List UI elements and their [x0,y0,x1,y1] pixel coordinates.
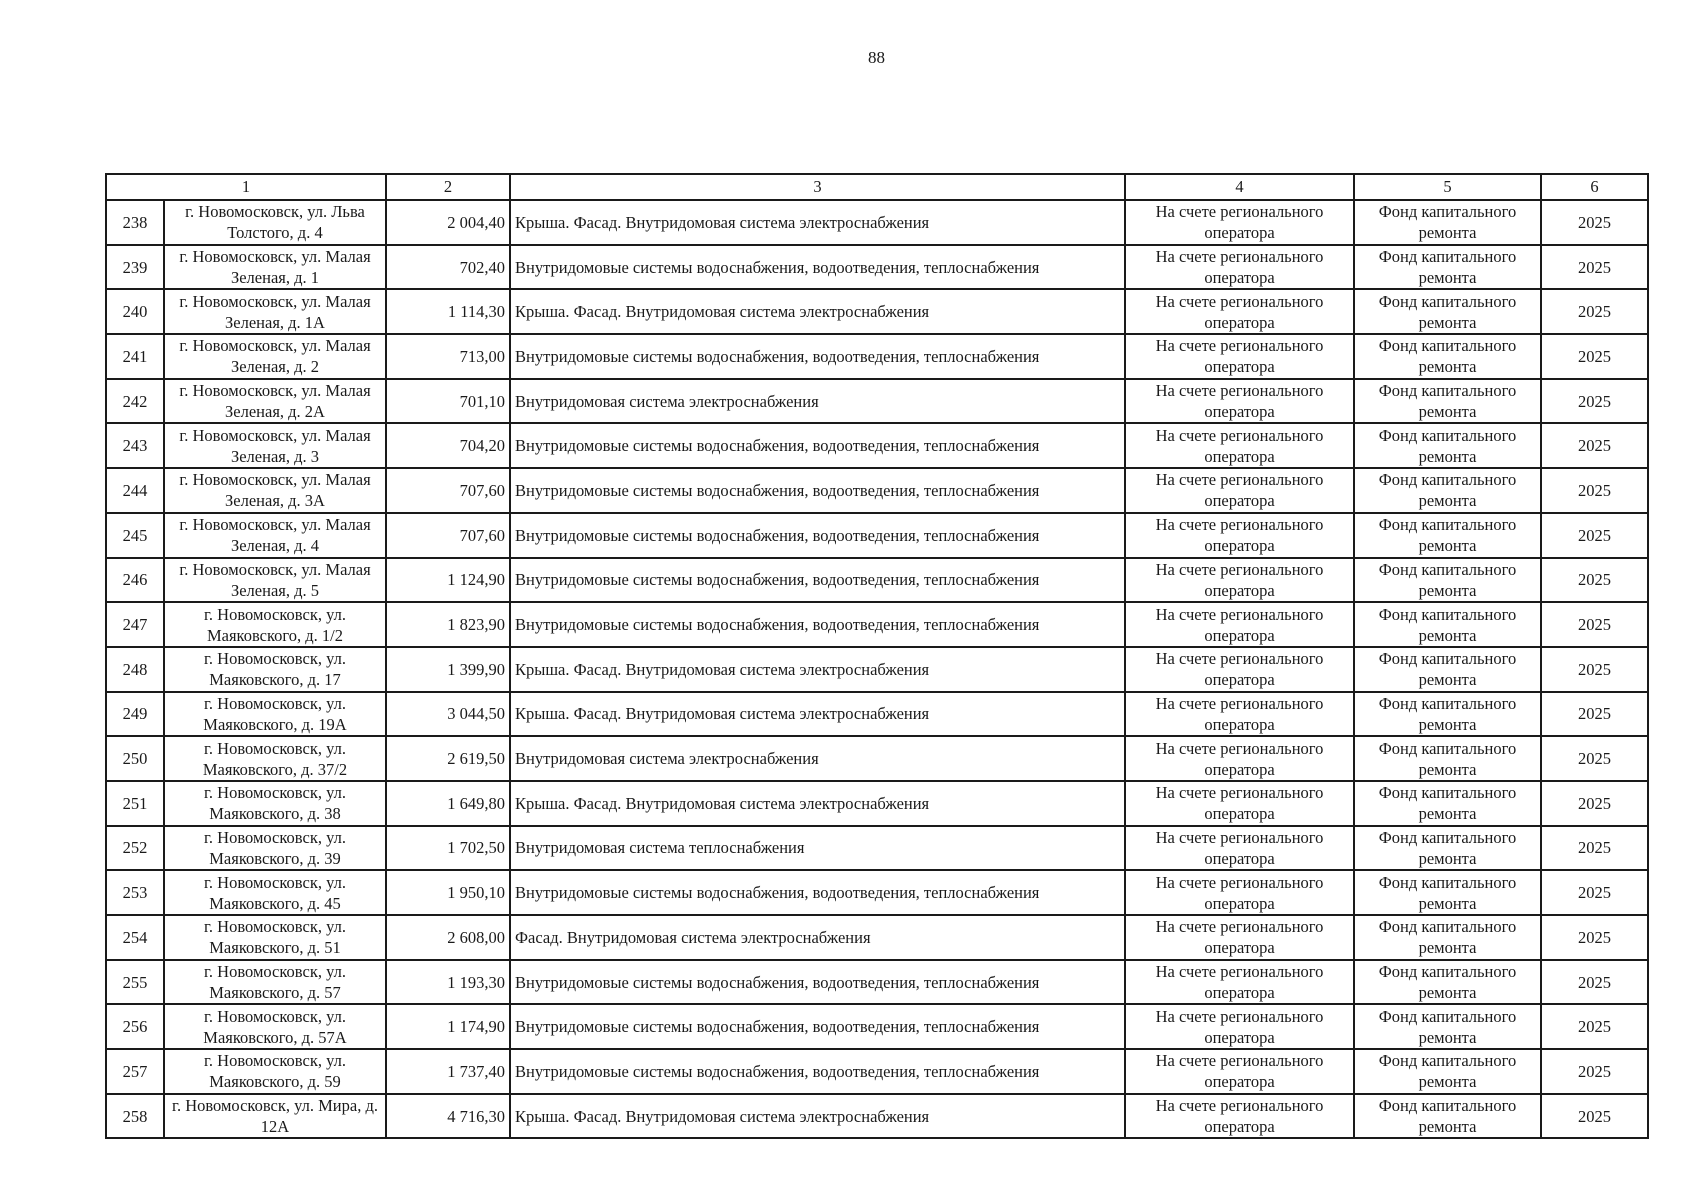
address-cell: г. Новомосковск, ул. Маяковского, д. 59 [164,1049,386,1094]
row-number: 257 [106,1049,164,1094]
works-cell: Крыша. Фасад. Внутридомовая система электроснабжения [510,781,1125,826]
funding-source-cell: Фонд капитального ремонта [1354,423,1541,468]
area-cell: 1 737,40 [386,1049,510,1094]
area-cell: 3 044,50 [386,692,510,737]
year-cell: 2025 [1541,200,1648,245]
header-col-4: 4 [1125,174,1354,200]
table-row [106,915,1648,960]
account-cell: На счете регионального оператора [1125,736,1354,781]
account-cell: На счете регионального оператора [1125,647,1354,692]
row-number: 240 [106,289,164,334]
table-row [106,826,1648,871]
header-col-5: 5 [1354,174,1541,200]
account-cell: На счете регионального оператора [1125,826,1354,871]
year-cell: 2025 [1541,960,1648,1005]
table-row [106,558,1648,603]
year-cell: 2025 [1541,245,1648,290]
funding-source-cell: Фонд капитального ремонта [1354,692,1541,737]
header-col-1: 1 [106,174,386,200]
row-number: 252 [106,826,164,871]
works-cell: Внутридомовая система теплоснабжения [510,826,1125,871]
header-col-2: 2 [386,174,510,200]
table-row [106,960,1648,1005]
row-number: 238 [106,200,164,245]
address-cell: г. Новомосковск, ул. Малая Зеленая, д. 1А [164,289,386,334]
area-cell: 1 702,50 [386,826,510,871]
row-number: 244 [106,468,164,513]
funding-source-cell: Фонд капитального ремонта [1354,1049,1541,1094]
area-cell: 1 174,90 [386,1004,510,1049]
works-cell: Внутридомовые системы водоснабжения, водоотведения, теплоснабжения [510,334,1125,379]
row-number: 242 [106,379,164,424]
area-cell: 707,60 [386,513,510,558]
row-number: 250 [106,736,164,781]
row-number: 239 [106,245,164,290]
address-cell: г. Новомосковск, ул. Маяковского, д. 57 [164,960,386,1005]
area-cell: 702,40 [386,245,510,290]
row-number: 249 [106,692,164,737]
table-row [106,692,1648,737]
address-cell: г. Новомосковск, ул. Малая Зеленая, д. 3А [164,468,386,513]
address-cell: г. Новомосковск, ул. Малая Зеленая, д. 1 [164,245,386,290]
table-row [106,334,1648,379]
works-cell: Внутридомовые системы водоснабжения, водоотведения, теплоснабжения [510,960,1125,1005]
capital-repair-table [105,173,1649,1139]
year-cell: 2025 [1541,647,1648,692]
account-cell: На счете регионального оператора [1125,513,1354,558]
account-cell: На счете регионального оператора [1125,870,1354,915]
row-number: 255 [106,960,164,1005]
funding-source-cell: Фонд капитального ремонта [1354,379,1541,424]
year-cell: 2025 [1541,423,1648,468]
works-cell: Внутридомовая система электроснабжения [510,379,1125,424]
year-cell: 2025 [1541,602,1648,647]
address-cell: г. Новомосковск, ул. Маяковского, д. 1/2 [164,602,386,647]
area-cell: 1 193,30 [386,960,510,1005]
funding-source-cell: Фонд капитального ремонта [1354,647,1541,692]
works-cell: Крыша. Фасад. Внутридомовая система электроснабжения [510,200,1125,245]
area-cell: 707,60 [386,468,510,513]
row-number: 246 [106,558,164,603]
page-number: 88 [868,48,885,67]
row-number: 258 [106,1094,164,1139]
address-cell: г. Новомосковск, ул. Маяковского, д. 45 [164,870,386,915]
area-cell: 2 004,40 [386,200,510,245]
funding-source-cell: Фонд капитального ремонта [1354,558,1541,603]
works-cell: Внутридомовые системы водоснабжения, водоотведения, теплоснабжения [510,513,1125,558]
works-cell: Крыша. Фасад. Внутридомовая система электроснабжения [510,289,1125,334]
header-col-6: 6 [1541,174,1648,200]
area-cell: 704,20 [386,423,510,468]
address-cell: г. Новомосковск, ул. Маяковского, д. 38 [164,781,386,826]
works-cell: Внутридомовая система электроснабжения [510,736,1125,781]
address-cell: г. Новомосковск, ул. Малая Зеленая, д. 2 [164,334,386,379]
works-cell: Внутридомовые системы водоснабжения, водоотведения, теплоснабжения [510,245,1125,290]
funding-source-cell: Фонд капитального ремонта [1354,513,1541,558]
address-cell: г. Новомосковск, ул. Малая Зеленая, д. 3 [164,423,386,468]
works-cell: Фасад. Внутридомовая система электроснабжения [510,915,1125,960]
works-cell: Внутридомовые системы водоснабжения, водоотведения, теплоснабжения [510,558,1125,603]
year-cell: 2025 [1541,558,1648,603]
works-cell: Крыша. Фасад. Внутридомовая система электроснабжения [510,647,1125,692]
funding-source-cell: Фонд капитального ремонта [1354,960,1541,1005]
year-cell: 2025 [1541,334,1648,379]
account-cell: На счете регионального оператора [1125,781,1354,826]
account-cell: На счете регионального оператора [1125,1004,1354,1049]
year-cell: 2025 [1541,289,1648,334]
table-row [106,468,1648,513]
area-cell: 2 608,00 [386,915,510,960]
row-number: 248 [106,647,164,692]
table-row [106,245,1648,290]
address-cell: г. Новомосковск, ул. Маяковского, д. 17 [164,647,386,692]
table-row [106,513,1648,558]
table-row [106,1049,1648,1094]
account-cell: На счете регионального оператора [1125,379,1354,424]
year-cell: 2025 [1541,1004,1648,1049]
account-cell: На счете регионального оператора [1125,915,1354,960]
works-cell: Внутридомовые системы водоснабжения, водоотведения, теплоснабжения [510,870,1125,915]
funding-source-cell: Фонд капитального ремонта [1354,1094,1541,1139]
year-cell: 2025 [1541,379,1648,424]
area-cell: 1 950,10 [386,870,510,915]
account-cell: На счете регионального оператора [1125,1094,1354,1139]
funding-source-cell: Фонд капитального ремонта [1354,200,1541,245]
area-cell: 1 399,90 [386,647,510,692]
funding-source-cell: Фонд капитального ремонта [1354,736,1541,781]
works-cell: Внутридомовые системы водоснабжения, водоотведения, теплоснабжения [510,1004,1125,1049]
row-number: 243 [106,423,164,468]
address-cell: г. Новомосковск, ул. Маяковского, д. 39 [164,826,386,871]
works-cell: Крыша. Фасад. Внутридомовая система электроснабжения [510,692,1125,737]
table-row [106,781,1648,826]
table-row [106,379,1648,424]
table-row [106,1004,1648,1049]
address-cell: г. Новомосковск, ул. Маяковского, д. 37/2 [164,736,386,781]
year-cell: 2025 [1541,870,1648,915]
account-cell: На счете регионального оператора [1125,245,1354,290]
address-cell: г. Новомосковск, ул. Маяковского, д. 51 [164,915,386,960]
works-cell: Внутридомовые системы водоснабжения, водоотведения, теплоснабжения [510,1049,1125,1094]
works-cell: Крыша. Фасад. Внутридомовая система электроснабжения [510,1094,1125,1139]
row-number: 254 [106,915,164,960]
account-cell: На счете регионального оператора [1125,602,1354,647]
area-cell: 1 114,30 [386,289,510,334]
row-number: 253 [106,870,164,915]
area-cell: 4 716,30 [386,1094,510,1139]
address-cell: г. Новомосковск, ул. Маяковского, д. 19А [164,692,386,737]
funding-source-cell: Фонд капитального ремонта [1354,289,1541,334]
table-row [106,423,1648,468]
area-cell: 2 619,50 [386,736,510,781]
area-cell: 1 823,90 [386,602,510,647]
row-number: 247 [106,602,164,647]
funding-source-cell: Фонд капитального ремонта [1354,468,1541,513]
year-cell: 2025 [1541,692,1648,737]
address-cell: г. Новомосковск, ул. Малая Зеленая, д. 2А [164,379,386,424]
funding-source-cell: Фонд капитального ремонта [1354,602,1541,647]
header-col-3: 3 [510,174,1125,200]
year-cell: 2025 [1541,826,1648,871]
funding-source-cell: Фонд капитального ремонта [1354,826,1541,871]
area-cell: 1 124,90 [386,558,510,603]
account-cell: На счете регионального оператора [1125,334,1354,379]
row-number: 256 [106,1004,164,1049]
area-cell: 713,00 [386,334,510,379]
year-cell: 2025 [1541,468,1648,513]
row-number: 251 [106,781,164,826]
table-header-row [106,174,1648,200]
row-number: 241 [106,334,164,379]
address-cell: г. Новомосковск, ул. Малая Зеленая, д. 5 [164,558,386,603]
account-cell: На счете регионального оператора [1125,1049,1354,1094]
table-row [106,870,1648,915]
funding-source-cell: Фонд капитального ремонта [1354,334,1541,379]
table-row [106,200,1648,245]
account-cell: На счете регионального оператора [1125,468,1354,513]
year-cell: 2025 [1541,781,1648,826]
year-cell: 2025 [1541,736,1648,781]
address-cell: г. Новомосковск, ул. Малая Зеленая, д. 4 [164,513,386,558]
table-row [106,602,1648,647]
works-cell: Внутридомовые системы водоснабжения, водоотведения, теплоснабжения [510,423,1125,468]
account-cell: На счете регионального оператора [1125,558,1354,603]
account-cell: На счете регионального оператора [1125,289,1354,334]
address-cell: г. Новомосковск, ул. Льва Толстого, д. 4 [164,200,386,245]
funding-source-cell: Фонд капитального ремонта [1354,915,1541,960]
year-cell: 2025 [1541,513,1648,558]
works-cell: Внутридомовые системы водоснабжения, водоотведения, теплоснабжения [510,468,1125,513]
funding-source-cell: Фонд капитального ремонта [1354,781,1541,826]
works-cell: Внутридомовые системы водоснабжения, водоотведения, теплоснабжения [510,602,1125,647]
funding-source-cell: Фонд капитального ремонта [1354,870,1541,915]
table-row [106,736,1648,781]
account-cell: На счете регионального оператора [1125,423,1354,468]
funding-source-cell: Фонд капитального ремонта [1354,245,1541,290]
table-row [106,289,1648,334]
table-row [106,647,1648,692]
year-cell: 2025 [1541,1094,1648,1139]
funding-source-cell: Фонд капитального ремонта [1354,1004,1541,1049]
account-cell: На счете регионального оператора [1125,200,1354,245]
year-cell: 2025 [1541,915,1648,960]
table-row [106,1094,1648,1139]
row-number: 245 [106,513,164,558]
area-cell: 1 649,80 [386,781,510,826]
area-cell: 701,10 [386,379,510,424]
account-cell: На счете регионального оператора [1125,960,1354,1005]
account-cell: На счете регионального оператора [1125,692,1354,737]
address-cell: г. Новомосковск, ул. Маяковского, д. 57А [164,1004,386,1049]
year-cell: 2025 [1541,1049,1648,1094]
address-cell: г. Новомосковск, ул. Мира, д. 12А [164,1094,386,1139]
